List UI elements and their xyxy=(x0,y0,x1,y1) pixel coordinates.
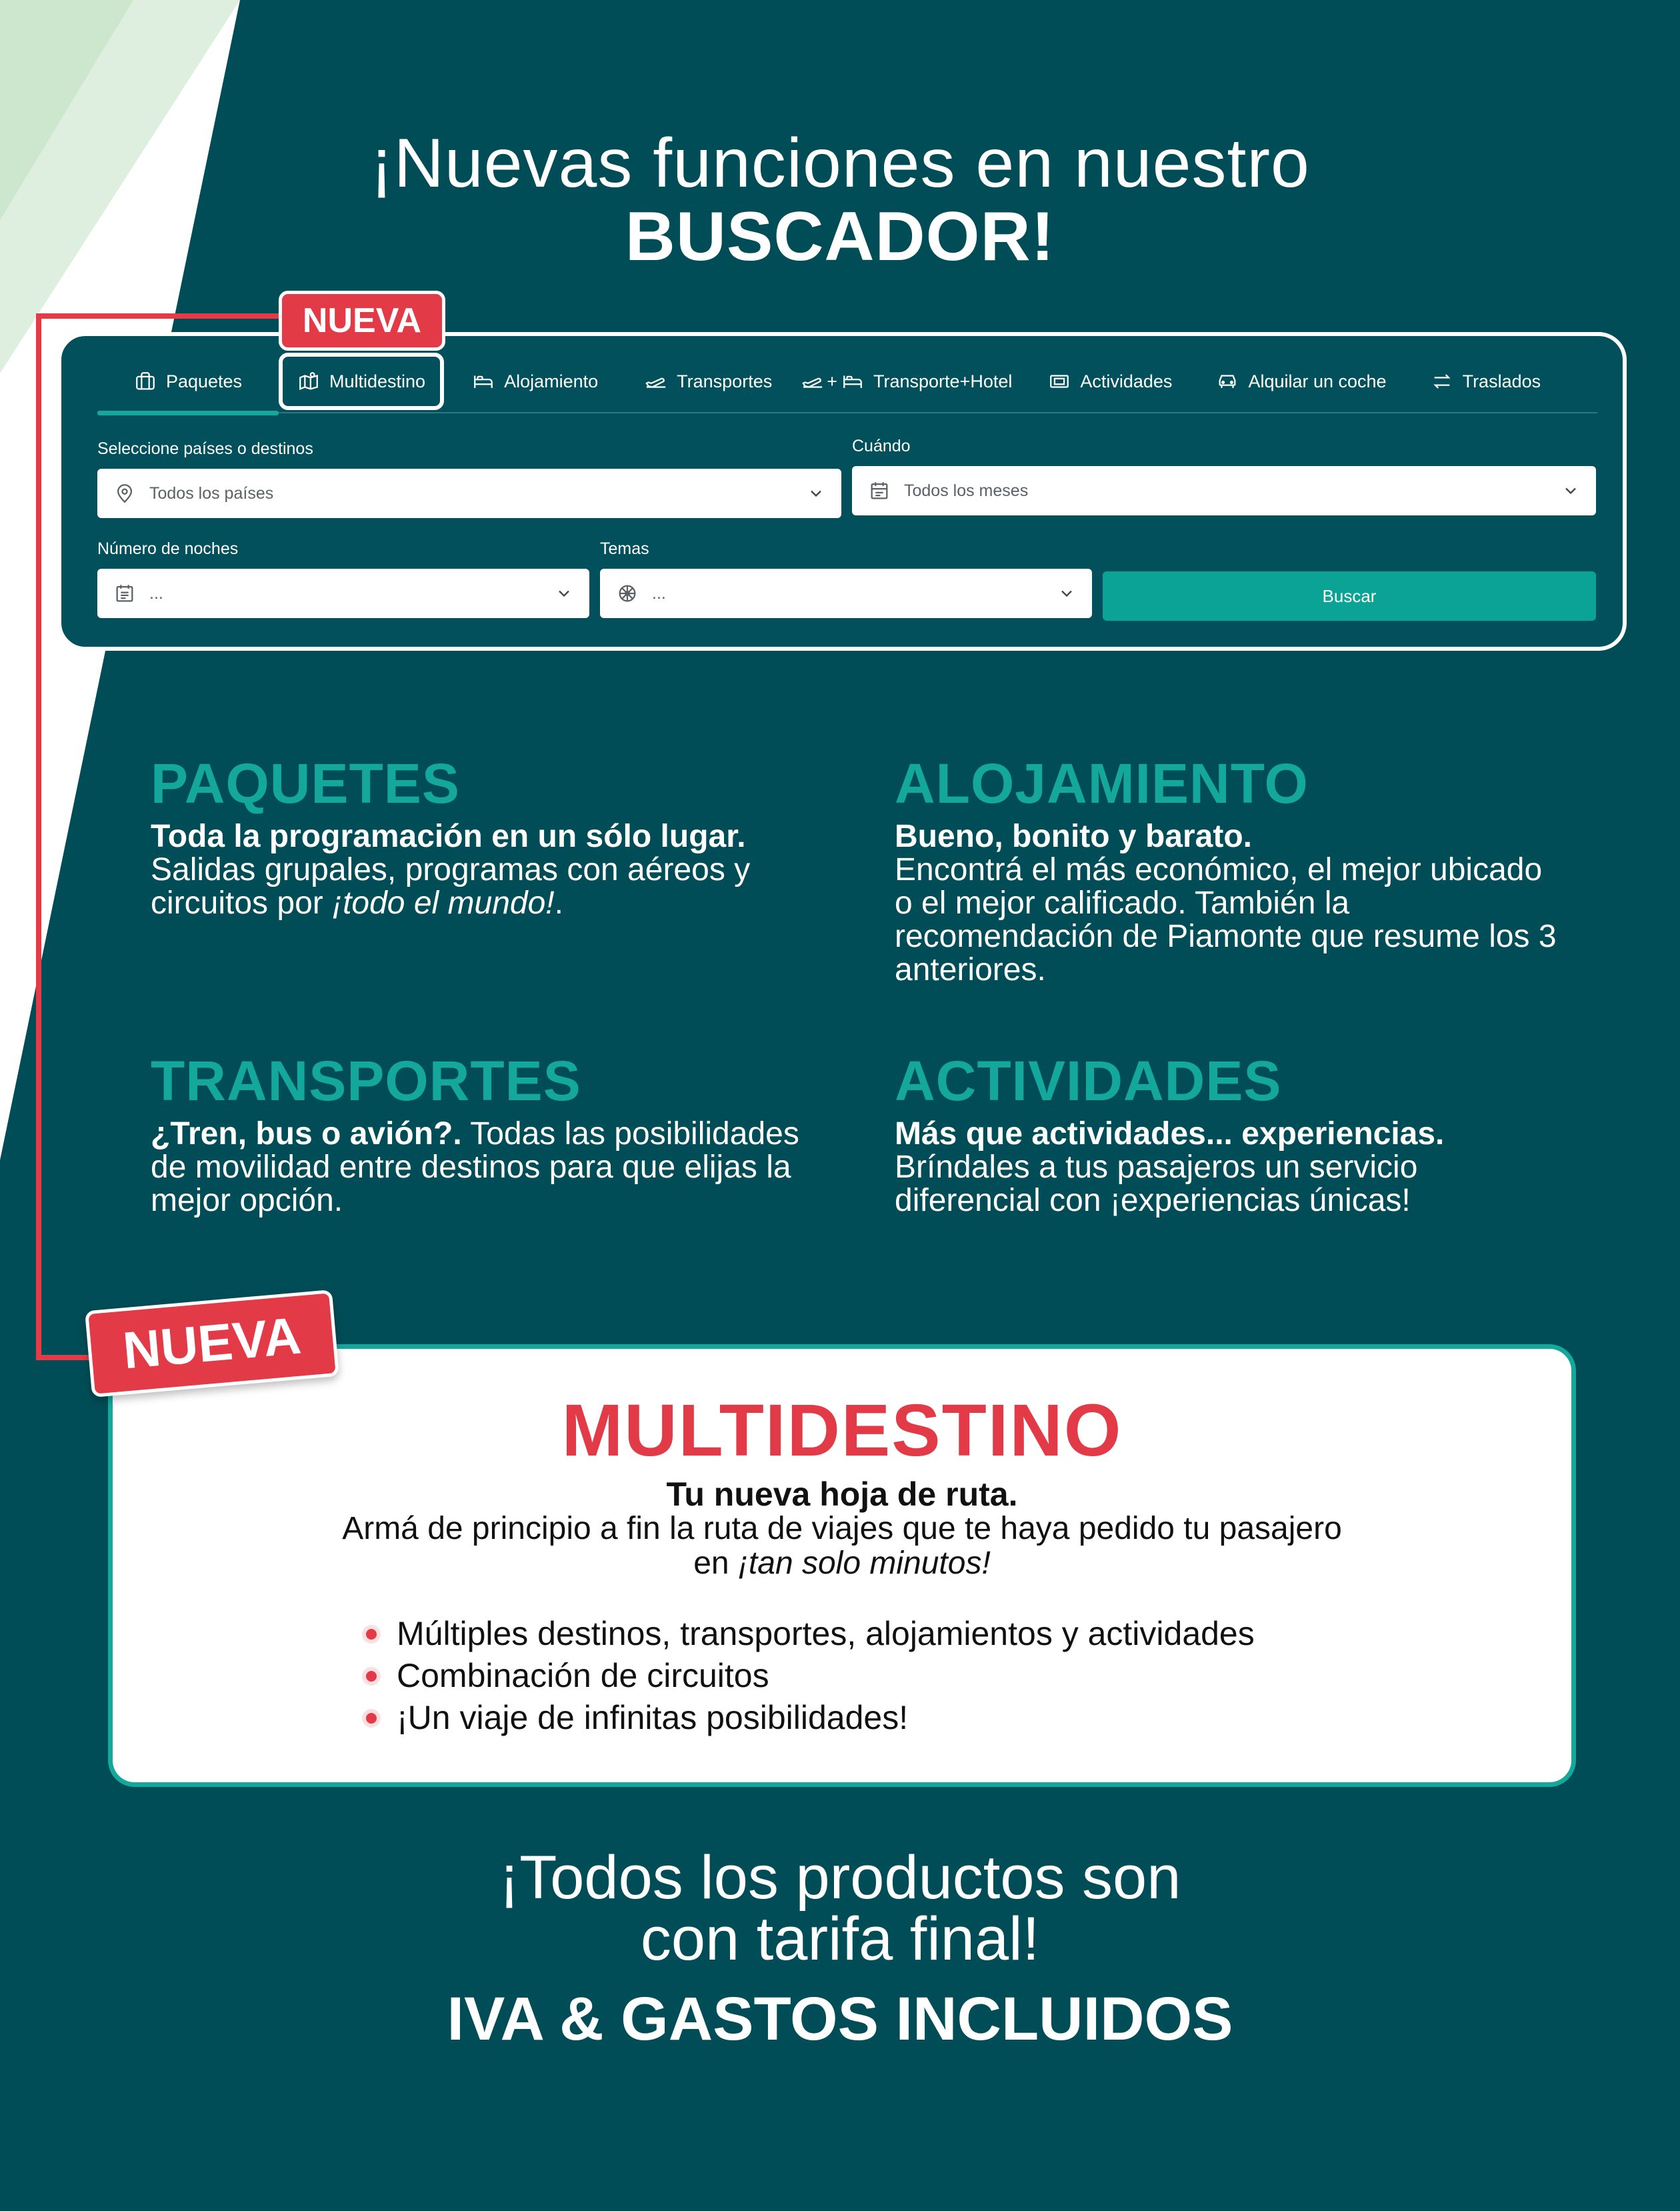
bed-icon xyxy=(472,370,495,393)
list-item xyxy=(366,1613,1255,1655)
desc-prefix: en xyxy=(693,1546,738,1581)
ticket-icon xyxy=(1048,370,1071,393)
tab-traslados[interactable] xyxy=(1416,350,1556,413)
footer-message xyxy=(0,1844,1680,2053)
connector-line-top xyxy=(36,313,283,319)
feature-tail: . xyxy=(554,885,563,921)
map-icon xyxy=(297,370,320,393)
tab-actividades[interactable] xyxy=(1033,350,1187,413)
tab-label: Traslados xyxy=(1462,371,1541,391)
plane-icon xyxy=(801,370,824,393)
feature-title: TRANSPORTES xyxy=(151,1049,581,1112)
nights-value: ... xyxy=(149,583,163,603)
feature-text xyxy=(151,1118,831,1218)
tab-multidestino[interactable] xyxy=(279,353,444,410)
plus-glyph: + xyxy=(827,371,837,391)
title-line-2: BUSCADOR! xyxy=(625,198,1055,275)
title-line-1: ¡Nuevas funciones en nuestro xyxy=(370,125,1310,202)
search-tabs xyxy=(97,351,1597,413)
feature-body: Bríndales a tus pasajeros un servicio diferencial con ¡experiencias únicas! xyxy=(895,1150,1418,1218)
calendar-icon xyxy=(868,479,891,502)
tab-label: Multidestino xyxy=(329,371,426,391)
feature-text xyxy=(151,820,751,920)
briefcase-icon xyxy=(134,370,157,393)
bullet-dot-icon xyxy=(366,1713,377,1724)
when-label: Cuándo xyxy=(852,437,911,455)
multidestino-subtitle: Tu nueva hoja de ruta. xyxy=(666,1476,1018,1513)
when-value: Todos los meses xyxy=(904,481,1029,500)
multidestino-bullets xyxy=(366,1613,1255,1739)
bullet-text: Combinación de circuitos xyxy=(397,1657,769,1694)
when-select[interactable] xyxy=(852,466,1596,515)
page-title xyxy=(0,127,1680,273)
feature-text xyxy=(895,820,1561,987)
connector-line-vertical xyxy=(36,313,41,1360)
feature-paquetes xyxy=(151,753,817,920)
wheel-icon xyxy=(616,582,639,605)
footer-line-2: con tarifa final! xyxy=(640,1905,1040,1973)
tab-label: Alquilar un coche xyxy=(1248,371,1387,391)
tab-label: Actividades xyxy=(1080,371,1173,391)
chevron-down-icon xyxy=(555,584,573,603)
themes-label: Temas xyxy=(600,539,649,558)
list-item xyxy=(366,1655,1255,1697)
bullet-dot-icon xyxy=(366,1671,377,1682)
bullet-text: ¡Un viaje de infinitas posibilidades! xyxy=(397,1699,909,1736)
chevron-down-icon xyxy=(1561,481,1580,500)
feature-italic: ¡todo el mundo! xyxy=(332,885,555,921)
tab-alquilar-coche[interactable] xyxy=(1201,350,1401,413)
nights-select[interactable] xyxy=(97,569,589,618)
feature-body: Salidas grupales, programas con aéreos y circuitos por xyxy=(151,852,751,921)
desc-italic: ¡tan solo minutos! xyxy=(737,1546,991,1581)
chevron-down-icon xyxy=(1057,584,1076,603)
bullet-text: Múltiples destinos, transportes, alojamientos y actividades xyxy=(397,1615,1255,1652)
multidestino-description-2 xyxy=(113,1546,1571,1581)
location-pin-icon xyxy=(113,482,136,505)
feature-body: Todas las posibilidades de movilidad entre destinos para que elijas la mejor opción. xyxy=(151,1116,799,1218)
tab-label: Transportes xyxy=(677,371,773,391)
search-widget xyxy=(57,332,1627,651)
bullet-dot-icon xyxy=(366,1629,377,1640)
tab-label: Transporte+Hotel xyxy=(873,371,1013,391)
feature-transportes xyxy=(151,1051,817,1218)
tab-alojamiento[interactable] xyxy=(457,350,613,413)
feature-lead: Más que actividades... experiencias. xyxy=(895,1116,1445,1152)
tab-transportes[interactable] xyxy=(630,350,787,413)
car-icon xyxy=(1216,370,1239,393)
nights-label: Número de noches xyxy=(97,539,239,558)
footer-line-1: ¡Todos los productos son xyxy=(499,1844,1181,1912)
feature-lead: Toda la programación en un sólo lugar. xyxy=(151,819,746,854)
footer-line-3: IVA & GASTOS INCLUIDOS xyxy=(447,1985,1233,2053)
destinations-value: Todos los países xyxy=(149,483,274,503)
feature-title: PAQUETES xyxy=(151,752,460,815)
tab-label: Paquetes xyxy=(165,371,243,391)
tab-transporte-hotel[interactable] xyxy=(787,350,1027,413)
multidestino-card xyxy=(108,1344,1576,1787)
themes-select[interactable] xyxy=(600,569,1092,618)
themes-value: ... xyxy=(652,583,666,603)
feature-actividades xyxy=(895,1051,1561,1218)
feature-text xyxy=(895,1118,1568,1218)
feature-body: Encontrá el más económico, el mejor ubicado o el mejor calificado. También la recomendación de Piamonte que resume los 3 anteriores. xyxy=(895,852,1557,987)
new-badge-top: NUEVA xyxy=(279,291,445,351)
plane-icon xyxy=(645,370,667,393)
feature-title: ACTIVIDADES xyxy=(895,1049,1282,1112)
multidestino-title: MULTIDESTINO xyxy=(561,1390,1123,1472)
destinations-select[interactable] xyxy=(97,469,841,518)
tab-label: Alojamiento xyxy=(504,371,599,391)
feature-alojamiento xyxy=(895,753,1561,987)
new-badge-bottom: NUEVA xyxy=(85,1290,339,1398)
list-item xyxy=(366,1697,1255,1739)
feature-lead: ¿Tren, bus o avión?. xyxy=(151,1116,462,1152)
arrows-icon xyxy=(1431,370,1453,393)
tab-paquetes[interactable] xyxy=(97,350,279,413)
search-button[interactable]: Buscar xyxy=(1103,571,1596,621)
bed-icon xyxy=(841,370,864,393)
feature-title: ALOJAMIENTO xyxy=(895,752,1309,815)
chevron-down-icon xyxy=(807,484,825,503)
multidestino-description: Armá de principio a fin la ruta de viajes que te haya pedido tu pasajero xyxy=(342,1511,1342,1546)
feature-lead: Bueno, bonito y barato. xyxy=(895,819,1252,854)
destinations-label: Seleccione países o destinos xyxy=(97,439,313,458)
calendar-list-icon xyxy=(113,582,136,605)
